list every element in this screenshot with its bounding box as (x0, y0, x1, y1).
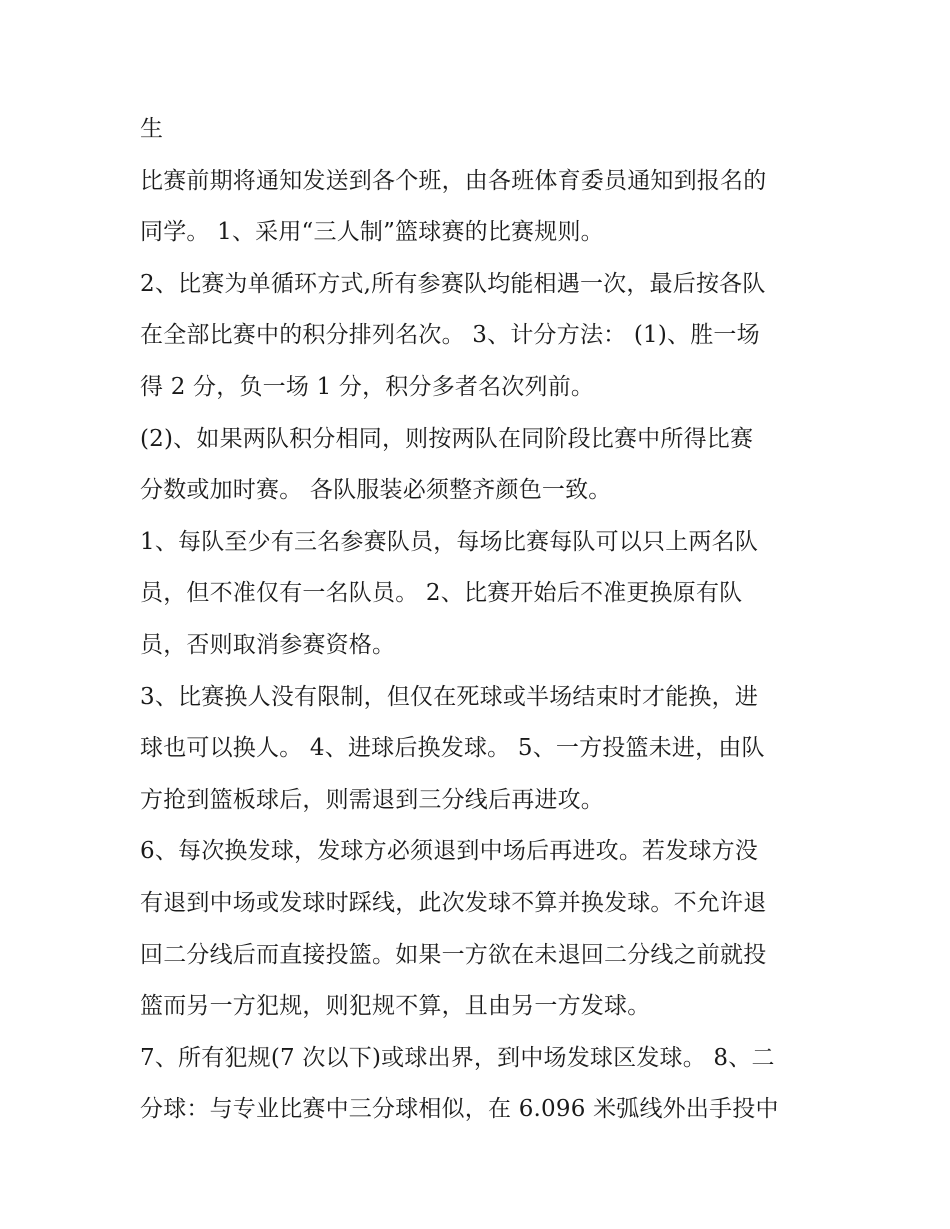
text-line: 方抢到篮板球后，则需退到三分线后再进攻。 (140, 786, 604, 813)
text-line: 6、每次换发球，发球方必须退到中场后再进攻。若发球方没 (140, 838, 759, 865)
text-line: 3、比赛换人没有限制，但仅在死球或半场结束时才能换，进 (140, 683, 759, 710)
text-line: 分球：与专业比赛中三分球相似，在 6.096 米弧线外出手投中 (140, 1096, 779, 1123)
document-body (140, 104, 820, 1136)
text-line: 员，否则取消参赛资格。 (140, 631, 396, 658)
text-line: 员，但不准仅有一名队员。 2、比赛开始后不准更换原有队 (140, 580, 743, 607)
text-line: 回二分线后而直接投篮。如果一方欲在未退回二分线之前就投 (140, 941, 767, 968)
text-line: 1、每队至少有三名参赛队员，每场比赛每队可以只上两名队 (140, 528, 759, 555)
text-line: 2、比赛为单循环方式,所有参赛队均能相遇一次，最后按各队 (140, 270, 766, 297)
text-line: 比赛前期将通知发送到各个班，由各班体育委员通知到报名的 (140, 167, 767, 194)
text-line: (2)、如果两队积分相同，则按两队在同阶段比赛中所得比赛 (140, 425, 754, 452)
text-line: 有退到中场或发球时踩线，此次发球不算并换发球。不允许退 (140, 889, 767, 916)
text-line: 生 (140, 116, 164, 142)
text-line: 7、所有犯规(7 次以下)或球出界，到中场发球区发球。 8、二 (140, 1044, 775, 1071)
text-line: 球也可以换人。 4、进球后换发球。 5、一方投篮未进，由队 (140, 735, 765, 762)
text-line: 篮而另一方犯规，则犯规不算，且由另一方发球。 (140, 993, 651, 1020)
text-line: 得 2 分，负一场 1 分，积分多者名次列前。 (140, 373, 595, 400)
text-line: 在全部比赛中的积分排列名次。 3、计分方法： (1)、胜一场 (140, 322, 760, 349)
text-line: 分数或加时赛。 各队服装必须整齐颜色一致。 (140, 477, 612, 504)
text-line: 同学。 1、采用“三人制”篮球赛的比赛规则。 (140, 219, 604, 246)
